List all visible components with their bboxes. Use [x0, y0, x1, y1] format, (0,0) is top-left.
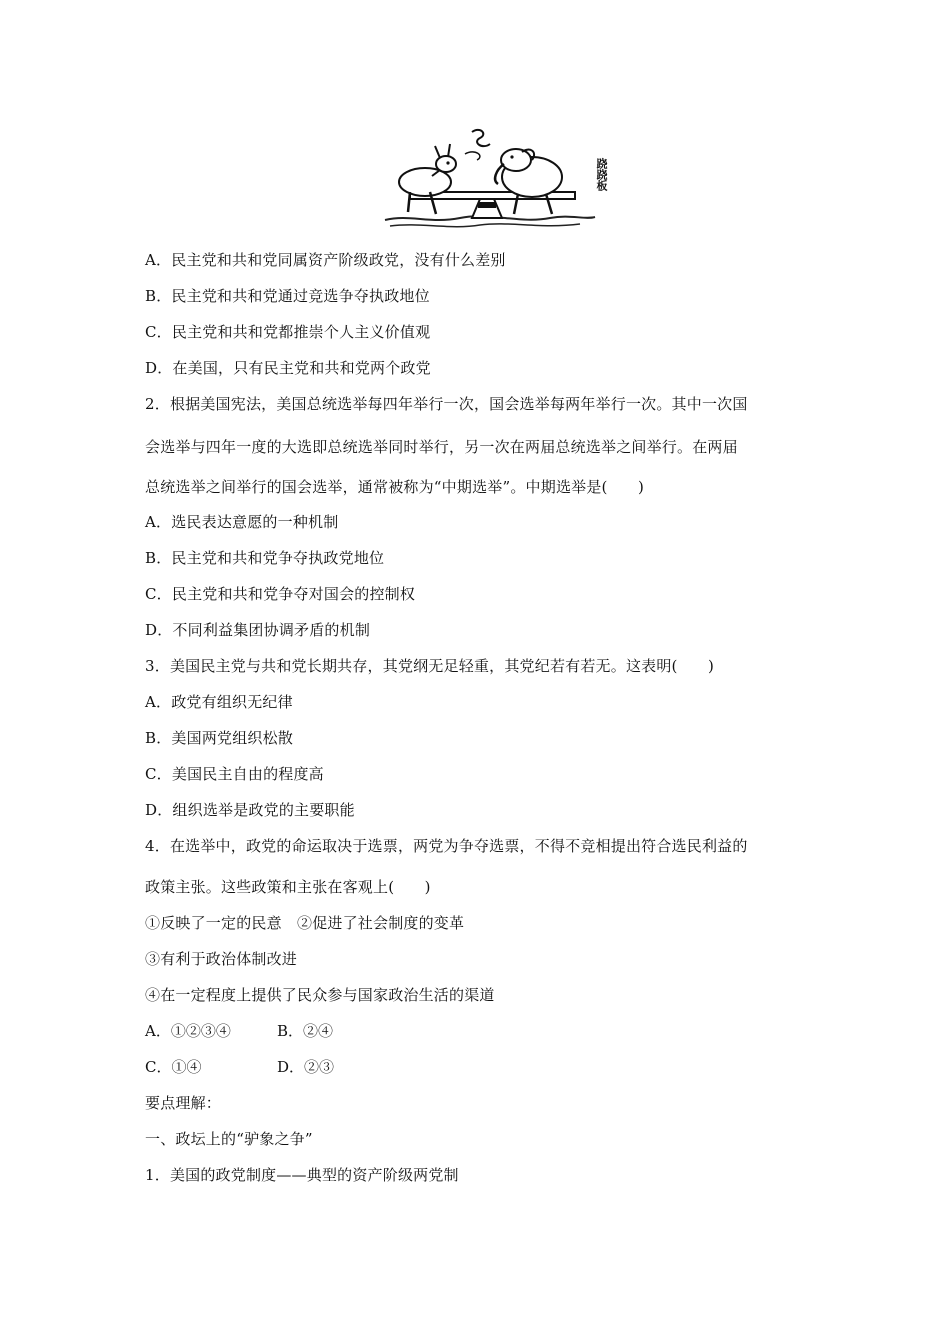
- q4-statement-4: ④在一定程度上提供了民众参与国家政治生活的渠道: [145, 986, 495, 1004]
- cartoon-caption: 跷跷板: [595, 158, 608, 191]
- q2-stem-line-1: 2．根据美国宪法，美国总统选举每四年举行一次，国会选举每两年举行一次。其中一次国: [145, 395, 748, 413]
- q1-option-c: C．民主党和共和党都推崇个人主义价值观: [145, 323, 431, 341]
- q3-stem: 3．美国民主党与共和党长期共存，其党纲无足轻重，其党纪若有若无。这表明( ): [145, 657, 715, 675]
- q3-option-a: A．政党有组织无纪律: [145, 693, 293, 711]
- seesaw-cartoon-image: [380, 122, 612, 234]
- q2-stem-line-2: 会选举与四年一度的大选即总统选举同时举行，另一次在两届总统选举之间举行。在两届: [145, 438, 738, 456]
- q2-stem-line-3: 总统选举之间举行的国会选举，通常被称为“中期选举”。中期选举是( ): [145, 478, 645, 496]
- q4-stem-line-2: 政策主张。这些政策和主张在客观上( ): [145, 878, 431, 896]
- q3-option-b: B．美国两党组织松散: [145, 729, 294, 747]
- q3-option-d: D．组织选举是政党的主要职能: [145, 801, 355, 819]
- q2-option-c: C．民主党和共和党争夺对国会的控制权: [145, 585, 416, 603]
- q2-option-b: B．民主党和共和党争夺执政党地位: [145, 549, 385, 567]
- q1-option-b: B．民主党和共和党通过竞选争夺执政地位: [145, 287, 430, 305]
- q4-option-c: C．①④: [145, 1058, 202, 1076]
- q4-statement-3: ③有利于政治体制改进: [145, 950, 298, 968]
- q4-option-a: A．①②③④: [145, 1022, 231, 1040]
- q1-option-a: A．民主党和共和党同属资产阶级政党，没有什么差别: [145, 251, 506, 269]
- q4-option-b: B．②④: [277, 1022, 334, 1040]
- q2-option-a: A．选民表达意愿的一种机制: [145, 513, 339, 531]
- notes-heading: 要点理解：: [145, 1094, 222, 1112]
- q1-option-d: D．在美国，只有民主党和共和党两个政党: [145, 359, 431, 377]
- notes-item-1: 1．美国的政党制度——典型的资产阶级两党制: [145, 1166, 459, 1184]
- q4-statement-1-2: ①反映了一定的民意 ②促进了社会制度的变革: [145, 914, 465, 932]
- q3-option-c: C．美国民主自由的程度高: [145, 765, 324, 783]
- q2-option-d: D．不同利益集团协调矛盾的机制: [145, 621, 371, 639]
- notes-section-title: 一、政坛上的“驴象之争”: [145, 1130, 313, 1148]
- q4-option-d: D．②③: [277, 1058, 335, 1076]
- q4-stem-line-1: 4．在选举中，政党的命运取决于选票，两党为争夺选票，不得不竞相提出符合选民利益的: [145, 837, 748, 855]
